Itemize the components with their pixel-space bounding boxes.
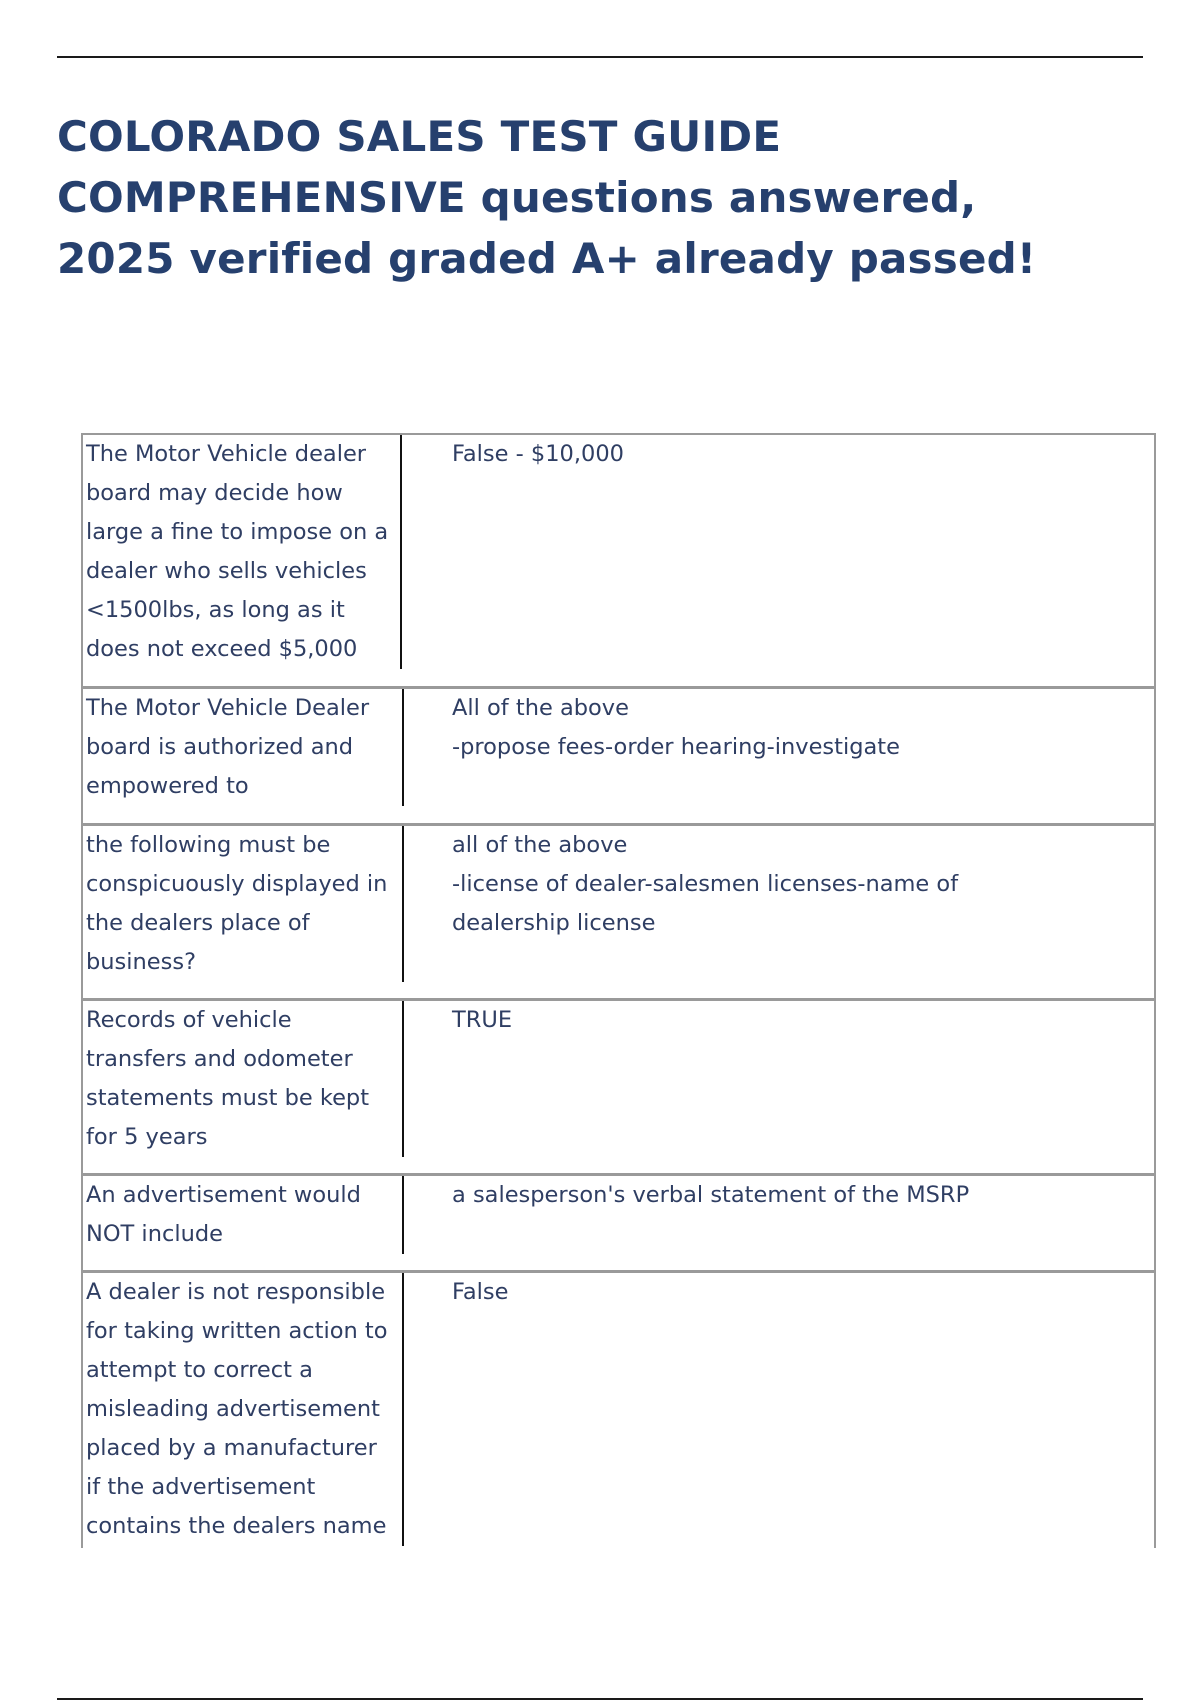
question-text: Records of vehicle transfers and odometer statements must be kept for 5 years [83,1001,404,1157]
question-cell [82,999,404,1174]
answer-line: All of the above [452,694,629,721]
answer-line: a salesperson's verbal statement of the MSRP [452,1181,970,1208]
question-text: An advertisement would NOT include [83,1176,404,1254]
question-text: A dealer is not responsible for taking written action to attempt to correct a misleading advertisement placed by a manufacturer if the advertisement contains the dealers name [83,1273,404,1546]
qa-row [82,687,1155,824]
answer-line: -propose fees-order hearing-investigate [452,733,900,760]
question-text: the following must be conspicuously displayed in the dealers place of business? [83,826,404,982]
answer-line: all of the above [452,831,628,858]
answer-line: False - $10,000 [452,441,624,467]
question-cell [82,1174,404,1271]
qa-row [82,1271,1155,1548]
question-cell [82,824,404,999]
qa-table [81,433,1156,1548]
question-cell [82,1271,404,1548]
qa-row [82,434,1155,687]
qa-row [82,999,1155,1174]
answer-cell [404,1271,1155,1548]
qa-row [82,824,1155,999]
answer-line: False [452,1278,509,1305]
question-cell [82,434,404,687]
answer-line: TRUE [452,1006,513,1033]
answer-cell [404,434,1155,687]
answer-cell [404,999,1155,1174]
question-text: The Motor Vehicle dealer board may decide how large a fine to impose on a dealer who sells vehicles <1500lbs, as long as it does not exceed $5,000 [83,435,402,669]
top-rule [57,56,1143,58]
question-cell [82,687,404,824]
answer-cell [404,1174,1155,1271]
answer-cell [404,824,1155,999]
document-title: COLORADO SALES TEST GUIDE COMPREHENSIVE questions answered, 2025 verified graded A+ already passed! [57,112,1037,283]
answer-line: -license of dealer-salesmen licenses-name of dealership license [452,870,959,936]
question-text: The Motor Vehicle Dealer board is authorized and empowered to [83,689,404,806]
qa-row [82,1174,1155,1271]
answer-cell [404,687,1155,824]
